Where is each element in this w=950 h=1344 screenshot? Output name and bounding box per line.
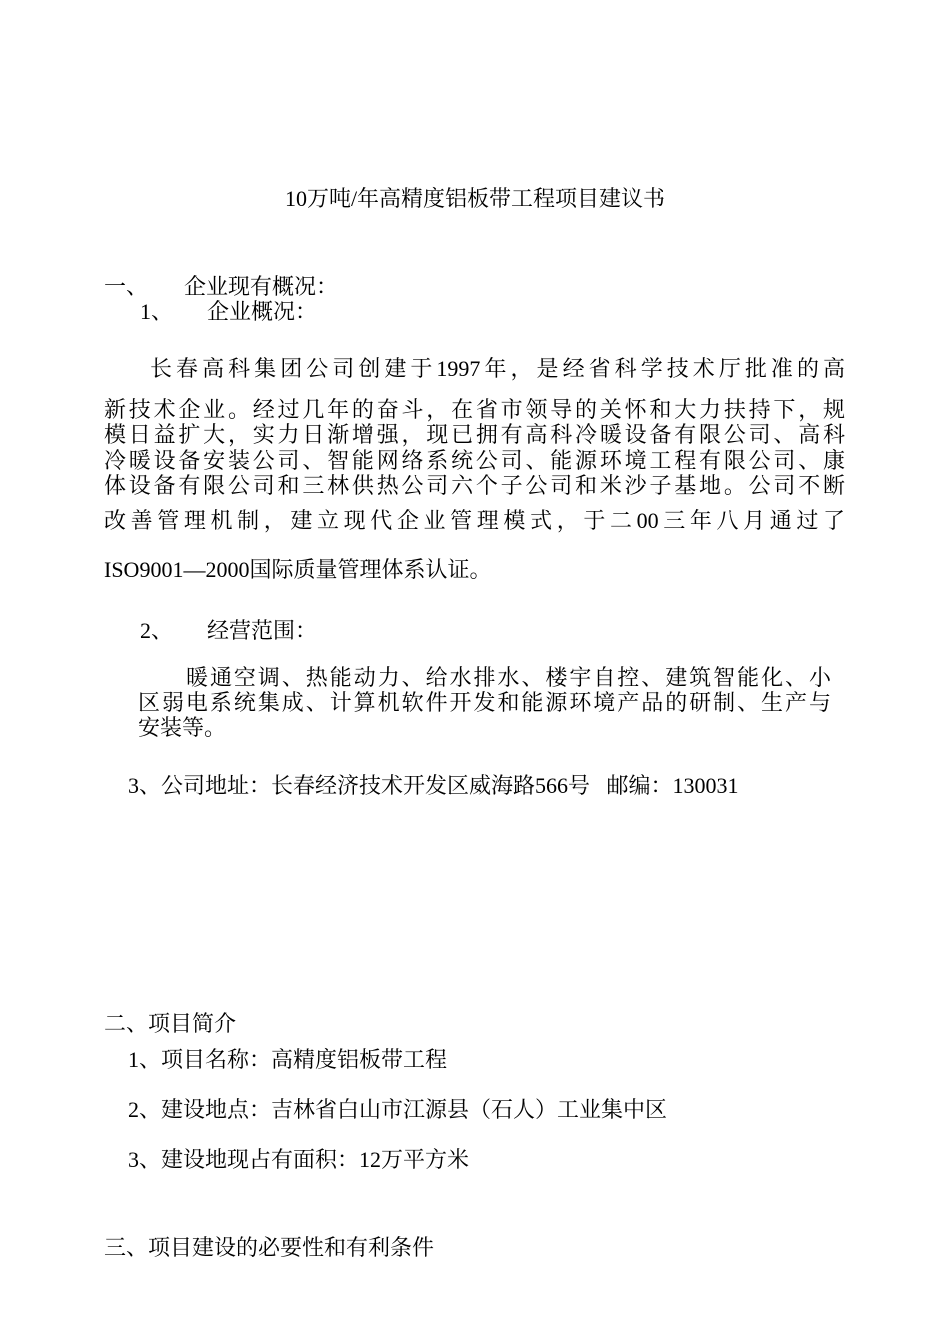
overview-paragraph-line: 新技术企业。经过几年的奋斗，在省市领导的关怀和大力扶持下，规 [104, 397, 845, 422]
overview-paragraph-line: ISO9001—2000国际质量管理体系认证。 [104, 557, 492, 582]
section2-heading: 二、项目简介 [104, 1011, 237, 1036]
overview-paragraph-line: 长春高科集团公司创建于1997年，是经省科学技术厅批准的高 [150, 356, 845, 381]
scope-paragraph-line: 安装等。 [138, 715, 227, 740]
overview-paragraph-line: 模日益扩大，实力日渐增强，现已拥有高科冷暖设备有限公司、高科 [104, 422, 845, 447]
company-address: 3、公司地址：长春经济技术开发区威海路566号 邮编：130031 [128, 773, 739, 798]
subsection-overview-number: 1、 [140, 299, 174, 324]
document-title: 10万吨/年高精度铝板带工程项目建议书 [284, 186, 666, 211]
project-item: 3、建设地现占有面积：12万平方米 [128, 1147, 470, 1172]
project-item: 2、建设地点：吉林省白山市江源县（石人）工业集中区 [128, 1097, 668, 1122]
overview-paragraph-line: 改善管理机制，建立现代企业管理模式，于二00三年八月通过了 [104, 508, 845, 533]
overview-paragraph-line: 冷暖设备安装公司、智能网络系统公司、能源环境工程有限公司、康 [104, 448, 845, 473]
subsection-scope-text: 经营范围： [207, 618, 318, 643]
section3-heading: 三、项目建设的必要性和有利条件 [104, 1235, 435, 1260]
subsection-scope-heading [140, 618, 317, 644]
section1-heading-number: 一、 [104, 274, 149, 299]
subsection-overview-heading [140, 299, 317, 325]
scope-paragraph-line: 区弱电系统集成、计算机软件开发和能源环境产品的研制、生产与 [138, 690, 831, 715]
subsection-scope-number: 2、 [140, 618, 174, 643]
overview-paragraph-line: 体设备有限公司和三林供热公司六个子公司和米沙子基地。公司不断 [104, 473, 845, 498]
section1-heading [104, 274, 338, 300]
section1-heading-text: 企业现有概况： [184, 274, 339, 299]
project-item: 1、项目名称：高精度铝板带工程 [128, 1047, 448, 1072]
scope-paragraph-line: 暖通空调、热能动力、给水排水、楼宇自控、建筑智能化、小 [186, 665, 831, 690]
subsection-overview-text: 企业概况： [207, 299, 318, 324]
